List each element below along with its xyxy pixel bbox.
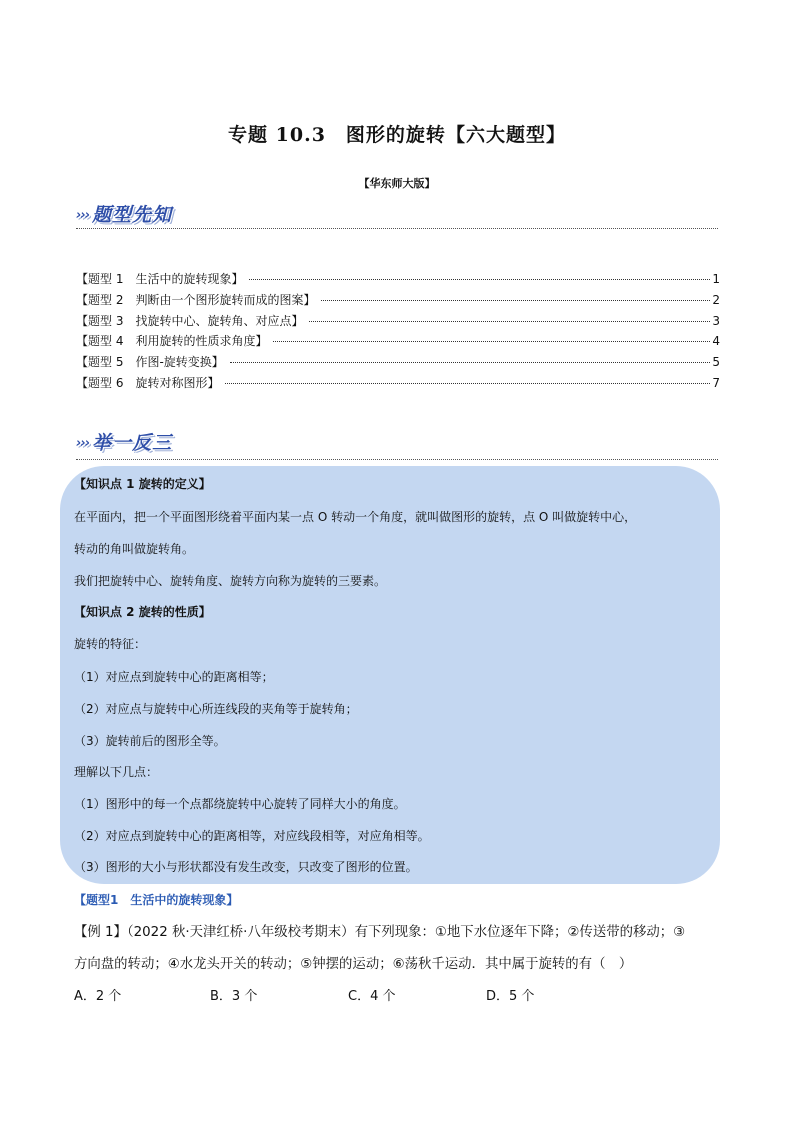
knowledge-text: （1）图形中的每一个点都绕旋转中心旋转了同样大小的角度。 [74,797,406,811]
knowledge-1-title: 【知识点 1 旋转的定义】 [74,477,211,491]
toc-item[interactable]: 【题型 5 作图-旋转变换】 5 [76,355,720,370]
banner-question-types [76,200,172,227]
banner-examples [76,428,172,455]
knowledge-text: 在平面内，把一个平面图形绕着平面内某一点 O 转动一个角度，就叫做图形的旋转，点 O 叫做旋转中心， [74,510,637,524]
toc-item[interactable]: 【题型 2 判断由一个图形旋转而成的图案】 2 [76,292,720,307]
arrows-icon: ››› [76,436,90,451]
banner-text: 题型先知 [92,204,173,226]
option-d: D．5 个 [486,989,535,1004]
arrows-icon: ››› [76,208,90,223]
section-heading: 【题型1 生活中的旋转现象】 [74,893,239,907]
knowledge-text: （3）图形的大小与形状都没有发生改变，只改变了图形的位置。 [74,860,418,874]
knowledge-text: （1）对应点到旋转中心的距离相等； [74,670,274,684]
document-title: 专题 10.3 图形的旋转【六大题型】 [228,124,566,146]
knowledge-text: 转动的角叫做旋转角。 [74,542,195,556]
toc-item[interactable]: 【题型 3 找旋转中心、旋转角、对应点】 3 [76,313,720,328]
example-question: 【例 1】（2022 秋·天津红桥·八年级校考期末）有下列现象：①地下水位逐年下降；②传送带的移动；③ [74,925,686,940]
option-a: A．2 个 [74,989,122,1004]
knowledge-text: （2）对应点与旋转中心所连线段的夹角等于旋转角； [74,702,358,716]
example-question: 方向盘的转动；④水龙头开关的转动；⑤钟摆的运动；⑥荡秋千运动．其中属于旋转的有（ ） [74,957,633,972]
edition-label: 【华东师大版】 [358,177,436,190]
knowledge-text: 我们把旋转中心、旋转角度、旋转方向称为旋转的三要素。 [74,574,387,588]
knowledge-text: （3）旋转前后的图形全等。 [74,734,226,748]
toc-item[interactable]: 【题型 1 生活中的旋转现象】 1 [76,272,720,286]
knowledge-2-title: 【知识点 2 旋转的性质】 [74,605,211,619]
toc-item[interactable]: 【题型 6 旋转对称图形】 7 [76,375,720,390]
option-b: B．3 个 [210,989,258,1004]
knowledge-text: 理解以下几点： [74,765,159,779]
divider [76,228,718,229]
knowledge-text: 旋转的特征： [74,637,147,651]
divider [76,459,718,460]
banner-text: 举一反三 [92,432,173,454]
option-c: C．4 个 [348,989,396,1004]
toc-item[interactable]: 【题型 4 利用旋转的性质求角度】 4 [76,334,720,349]
knowledge-text: （2）对应点到旋转中心的距离相等，对应线段相等，对应角相等。 [74,829,430,843]
table-of-contents [76,270,720,395]
